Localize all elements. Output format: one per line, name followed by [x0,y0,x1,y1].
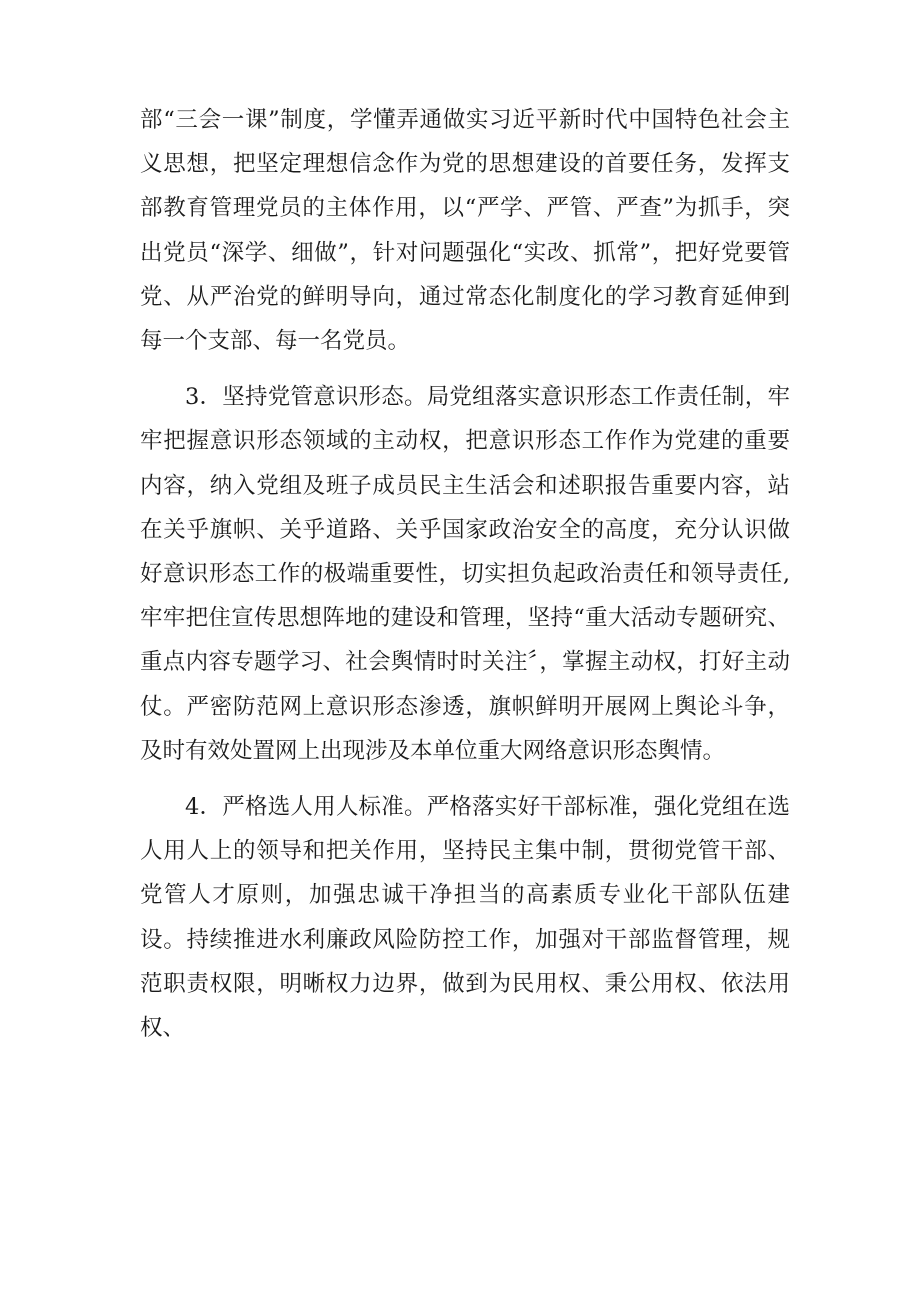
body-text [140,98,790,1062]
paragraph-continuation: 部“三会一课”制度，学懂弄通做实习近平新时代中国特色社会主义思想，把坚定理想信念作为党的思想建设的首要任务，发挥支部教育管理党员的主体作用，以“严学、严管、严查”为抓手，突出党员“深学、细做”，针对问题强化“实改、抓常”，把好党要管党、从严治党的鲜明导向，通过常态化制度化的学习教育延伸到每一个支部、每一名党员。 [140,107,790,355]
paragraph-personnel: 4．严格选人用人标准。严格落实好干部标准，强化党组在选人用人上的领导和把关作用，坚持民主集中制，贯彻党管干部、党管人才原则，加强忠诚干净担当的高素质专业化干部队伍建设。持续推进水利廉政风险防控工作，加强对干部监督管理，规范职责权限，明晰权力边界，做到为民用权、秉公用权、依法用权、 [140,794,790,1042]
paragraph-ideology: 3．坚持党管意识形态。局党组落实意识形态工作责任制，牢牢把握意识形态领域的主动权，把意识形态工作作为党建的重要内容，纳入党组及班子成员民主生活会和述职报告重要内容，站在关乎旗帜、关乎道路、关乎国家政治安全的高度，充分认识做好意识形态工作的极端重要性，切实担负起政治责任和领导责任,牢牢把住宣传思想阵地的建设和管理，坚持“重大活动专题研究、重点内容专题学习、社会舆情时时关注〞，掌握主动权，打好主动仗。严密防范网上意识形态渗透，旗帜鲜明开展网上舆论斗争，及时有效处置网上出现涉及本单位重大网络意识形态舆情。 [140,384,790,764]
